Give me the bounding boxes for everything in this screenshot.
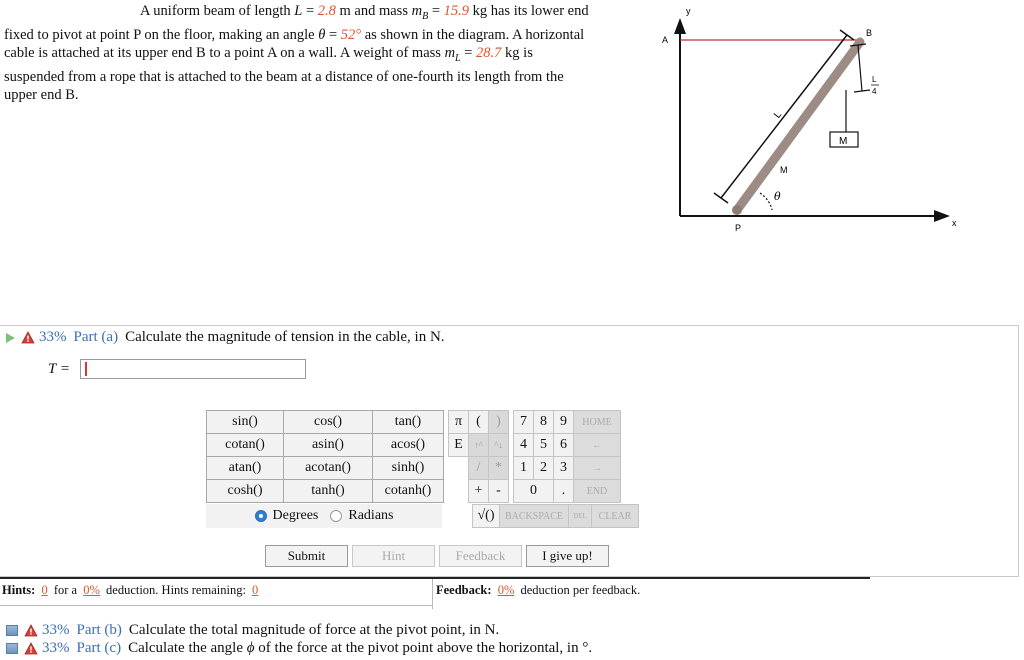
part-b-percent: 33%	[42, 622, 70, 638]
key-0[interactable]: 0	[514, 480, 554, 503]
key-2[interactable]: 2	[534, 457, 554, 480]
part-a-question: Calculate the magnitude of tension in the cable, in N.	[125, 329, 445, 345]
beam-mass-value: 15.9	[443, 3, 469, 19]
weight-box-label: M	[839, 136, 848, 147]
collapsed-part-icon[interactable]	[6, 643, 18, 654]
key-3[interactable]: 3	[554, 457, 574, 480]
part-a-percent: 33%	[39, 329, 67, 345]
hints-feedback-bar	[0, 577, 870, 597]
part-a-header[interactable]	[6, 329, 445, 346]
part-c-header[interactable]	[6, 640, 592, 657]
beam	[737, 42, 860, 210]
part-b-question: Calculate the total magnitude of force at the pivot point, in N.	[128, 622, 500, 638]
part-c-question: Calculate the angle ϕ of the force at the pivot point above the horizontal, in °.	[128, 640, 593, 656]
problem-line-3: cable is attached at its upper end B to a point A on a wall. A weight of mass $m_L = 28.7$ kg is	[4, 44, 533, 64]
problem-line-4: suspended from a rope that is attached to the beam at a distance of one-fourth its length from the	[4, 68, 564, 85]
key-divide[interactable]: /	[469, 457, 489, 480]
key-delete[interactable]: DEL	[568, 504, 592, 528]
fraction-denominator: 4	[872, 87, 877, 96]
degrees-label[interactable]: Degrees	[272, 508, 319, 523]
key-superscript-down[interactable]: ^↓	[489, 434, 509, 457]
numeric-keypad	[448, 410, 621, 503]
angle-arc	[760, 193, 772, 210]
part-b-header[interactable]	[6, 622, 499, 639]
problem-line-5: upper end B.	[4, 86, 79, 103]
key-sinh[interactable]: sinh()	[373, 457, 444, 480]
fraction-numerator: L	[872, 75, 877, 84]
problem-statement	[4, 2, 644, 104]
key-1[interactable]: 1	[514, 457, 534, 480]
collapsed-part-icon[interactable]	[6, 625, 18, 636]
edit-keys	[472, 504, 639, 528]
key-6[interactable]: 6	[554, 434, 574, 457]
radians-label[interactable]: Radians	[348, 508, 394, 523]
key-sqrt[interactable]: √()	[472, 504, 500, 528]
part-a-label: Part (a)	[73, 329, 119, 345]
warning-icon	[21, 331, 35, 344]
angle-label: θ	[774, 190, 781, 203]
key-cursor-right[interactable]: →	[574, 457, 621, 480]
problem-line-1: A uniform beam of length L = 2.8 m and mass $m_B = 15.9$ kg has its lower end	[140, 3, 589, 22]
hints-remaining: 0	[252, 583, 259, 597]
key-left-paren[interactable]: (	[469, 411, 489, 434]
answer-input[interactable]	[80, 359, 306, 379]
key-7[interactable]: 7	[514, 411, 534, 434]
angle-mode-selector	[206, 504, 442, 528]
feedback-deduction: 0%	[497, 583, 515, 597]
key-home[interactable]: HOME	[574, 411, 621, 434]
action-buttons	[265, 545, 609, 567]
center-of-mass-label: M	[780, 165, 788, 175]
key-4[interactable]: 4	[514, 434, 534, 457]
key-right-paren[interactable]: )	[489, 411, 509, 434]
give-up-button[interactable]: I give up!	[526, 545, 609, 567]
feedback-info: Feedback: 0% deduction per feedback.	[436, 583, 641, 597]
key-cursor-left[interactable]: ←	[574, 434, 621, 457]
key-plus[interactable]: +	[469, 480, 489, 503]
key-acos[interactable]: acos()	[373, 434, 444, 457]
length-value: 2.8	[317, 3, 336, 19]
part-c-label: Part (c)	[76, 640, 122, 656]
length-label: L	[772, 109, 785, 121]
warning-icon	[24, 624, 38, 637]
feedback-button[interactable]: Feedback	[439, 545, 522, 567]
key-atan[interactable]: atan()	[207, 457, 284, 480]
radians-radio[interactable]	[330, 510, 342, 522]
key-e[interactable]: E	[449, 434, 469, 457]
key-8[interactable]: 8	[534, 411, 554, 434]
pivot-icon	[732, 205, 742, 215]
y-axis-label: y	[686, 6, 691, 16]
load-mass-value: 28.7	[476, 44, 502, 61]
expand-play-icon[interactable]	[6, 333, 15, 343]
hints-deduction: 0%	[83, 583, 100, 597]
key-minus[interactable]: -	[489, 480, 509, 503]
key-clear[interactable]: CLEAR	[591, 504, 639, 528]
key-pi[interactable]: π	[449, 411, 469, 434]
key-multiply[interactable]: *	[489, 457, 509, 480]
x-axis-label: x	[952, 218, 957, 228]
point-p-label: P	[735, 223, 742, 233]
part-c-percent: 33%	[42, 640, 70, 656]
angle-value: 52	[340, 26, 356, 43]
hints-count: 0	[41, 583, 48, 597]
key-backspace[interactable]: BACKSPACE	[499, 504, 569, 528]
key-tanh[interactable]: tanh()	[284, 480, 373, 503]
answer-label: T =	[48, 361, 70, 377]
warning-icon	[24, 642, 38, 655]
key-tan[interactable]: tan()	[373, 411, 444, 434]
quarter-length-dimension	[858, 45, 862, 91]
point-a-label: A	[662, 35, 669, 45]
key-cotan[interactable]: cotan()	[207, 434, 284, 457]
key-5[interactable]: 5	[534, 434, 554, 457]
key-cotanh[interactable]: cotanh()	[373, 480, 444, 503]
problem-line-2: fixed to pivot at point P on the floor, making an angle θ = 52° as shown in the diagram. A horizontal	[4, 26, 585, 43]
key-end[interactable]: END	[574, 480, 621, 503]
beam-diagram	[650, 0, 1024, 240]
key-cosh[interactable]: cosh()	[207, 480, 284, 503]
x-axis-arrow-icon	[934, 210, 950, 222]
text-cursor	[85, 362, 87, 376]
submit-button[interactable]: Submit	[265, 545, 348, 567]
key-decimal[interactable]: .	[554, 480, 574, 503]
degrees-radio[interactable]	[255, 510, 267, 522]
key-acotan[interactable]: acotan()	[284, 457, 373, 480]
key-9[interactable]: 9	[554, 411, 574, 434]
key-sin[interactable]: sin()	[207, 411, 284, 434]
hint-button[interactable]: Hint	[352, 545, 435, 567]
part-b-label: Part (b)	[76, 622, 122, 638]
point-b-label: B	[866, 28, 873, 38]
y-axis-arrow-icon	[674, 18, 686, 34]
hints-info: Hints: 0 for a 0% deduction. Hints remaining: 0	[2, 583, 432, 598]
function-keypad	[206, 410, 444, 503]
key-superscript-up[interactable]: ↑^	[469, 434, 489, 457]
key-asin[interactable]: asin()	[284, 434, 373, 457]
key-cos[interactable]: cos()	[284, 411, 373, 434]
